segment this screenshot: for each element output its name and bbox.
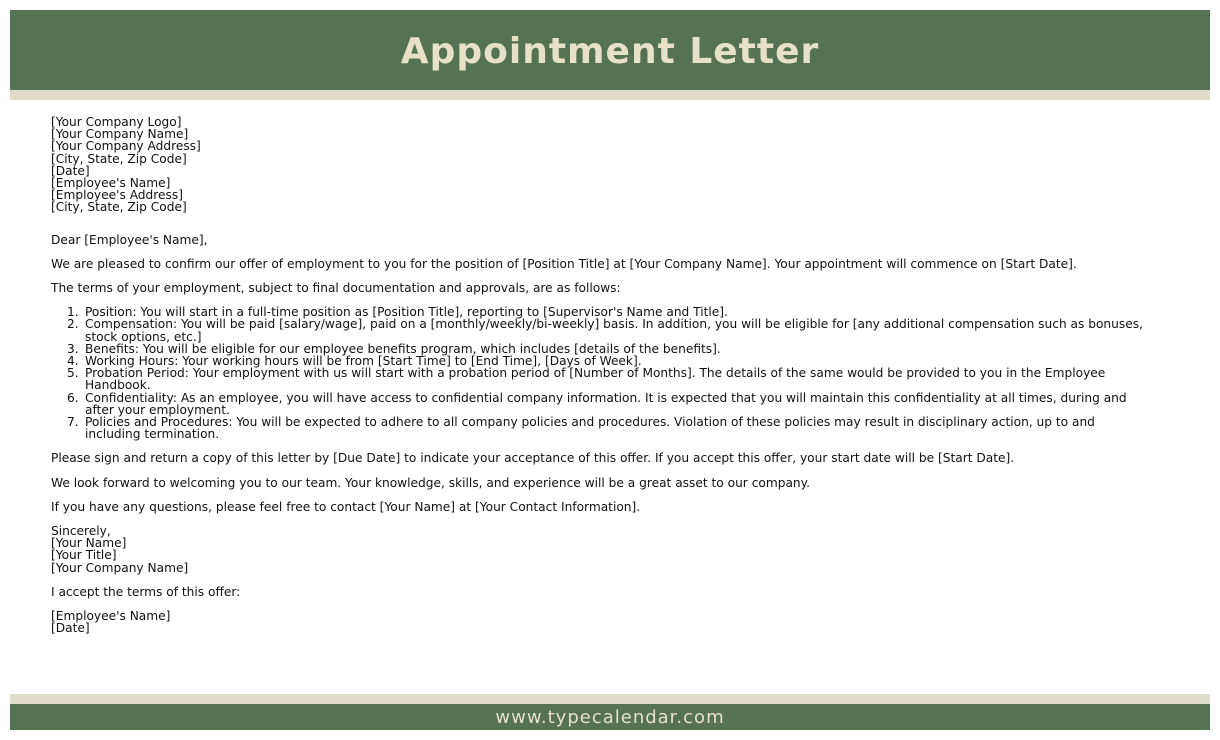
spacer — [51, 598, 1151, 610]
company-address-line: [Your Company Address] — [51, 139, 201, 154]
spacer — [51, 246, 1151, 258]
sign-return-paragraph: Please sign and return a copy of this letter by [Due Date] to indicate your acceptance of this offer. If you accept this offer, your start date will be [Start Date]. — [51, 451, 1015, 466]
acceptance-statement: I accept the terms of this offer: — [51, 584, 241, 599]
signer-title-line: [Your Title] — [51, 548, 117, 563]
salutation: Dear [Employee's Name], — [51, 232, 208, 247]
term-item: Position: You will start in a full-time position as [Position Title], reporting to [Supervisor's Name and Title]. — [85, 305, 728, 320]
address-block — [51, 116, 1151, 214]
date-line: [Date] — [51, 163, 90, 178]
employee-name-line: [Employee's Name] — [51, 175, 171, 190]
terms-intro: The terms of your employment, subject to final documentation and approvals, are as follows: — [51, 280, 621, 295]
term-item: Confidentiality: As an employee, you will have access to confidential company information. It is expected that you will maintain this confidentiality at all times, during and after your employment. — [85, 390, 1127, 417]
acceptance-fields — [51, 610, 1151, 634]
spacer — [51, 574, 1151, 586]
term-item: Compensation: You will be paid [salary/wage], paid on a [monthly/weekly/bi-weekly] basis. In addition, you will be eligible for [any additional compensation such as bonuses, stock options, etc.] — [85, 317, 1143, 344]
term-item: Benefits: You will be eligible for our employee benefits program, which includes [details of the benefits]. — [85, 341, 721, 356]
terms-list — [51, 306, 1151, 440]
term-item: Working Hours: Your working hours will be from [Start Time] to [End Time], [Days of Week]. — [85, 353, 642, 368]
closing-line: Sincerely, — [51, 523, 111, 538]
header-stripe — [10, 90, 1210, 100]
company-name-line: [Your Company Name] — [51, 127, 189, 142]
closing-block — [51, 525, 1151, 574]
welcome-paragraph: We look forward to welcoming you to our team. Your knowledge, skills, and experience will be a great asset to our company. — [51, 475, 810, 490]
signer-company-line: [Your Company Name] — [51, 560, 189, 575]
spacer — [51, 513, 1151, 525]
questions-paragraph: If you have any questions, please feel free to contact [Your Name] at [Your Contact Information]. — [51, 499, 641, 514]
footer-url: www.typecalendar.com — [495, 706, 725, 728]
spacer — [51, 465, 1151, 477]
page-title: Appointment Letter — [400, 30, 820, 72]
acceptance-employee-name: [Employee's Name] — [51, 608, 171, 623]
term-item: Probation Period: Your employment with us will start with a probation period of [Number of Months]. The details of the same would be provided to you in the Employee Handbook. — [85, 366, 1106, 393]
spacer — [51, 214, 1151, 234]
signer-name-line: [Your Name] — [51, 536, 127, 551]
header-banner — [10, 10, 1210, 90]
employee-city-line: [City, State, Zip Code] — [51, 200, 187, 215]
spacer — [51, 489, 1151, 501]
company-logo-line: [Your Company Logo] — [51, 115, 182, 129]
acceptance-date: [Date] — [51, 621, 90, 636]
intro-paragraph: We are pleased to confirm our offer of employment to you for the position of [Position Title] at [Your Company Name]. Your appointment will commence on [Start Date]. — [51, 256, 1077, 271]
employee-address-line: [Employee's Address] — [51, 188, 183, 203]
company-city-line: [City, State, Zip Code] — [51, 151, 187, 166]
term-item: Policies and Procedures: You will be expected to adhere to all company policies and procedures. Violation of these policies may result in disciplinary action, up to and including termination. — [85, 414, 1095, 442]
letter-body — [51, 116, 1151, 634]
